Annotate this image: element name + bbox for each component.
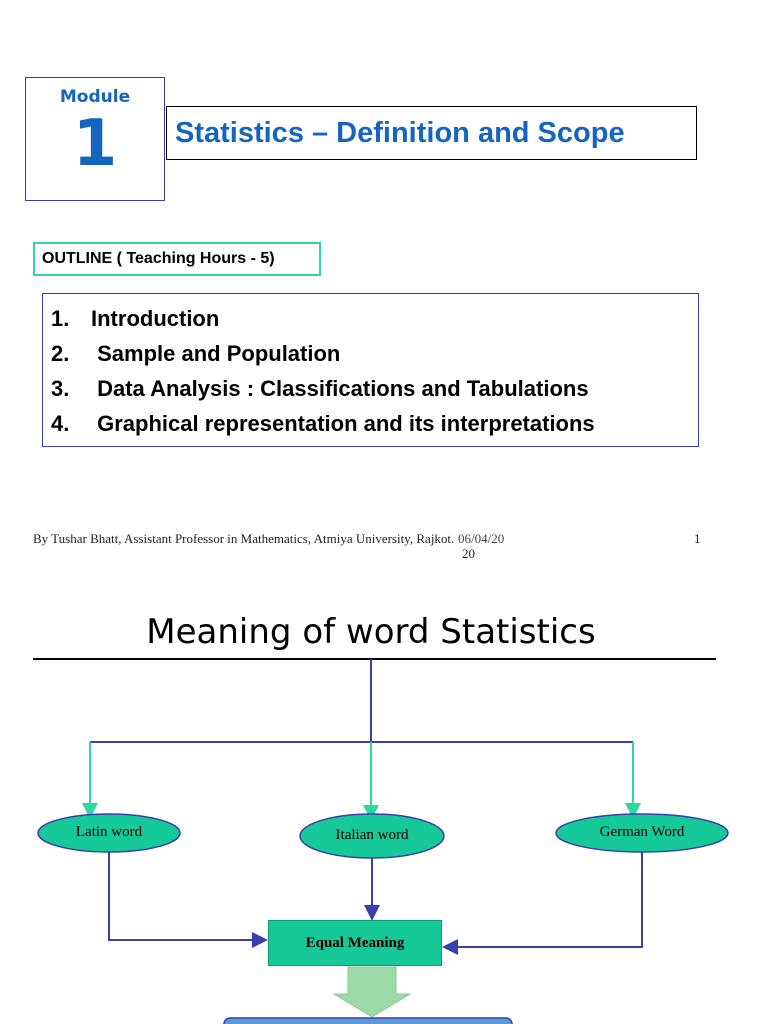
list-item-number: 4. xyxy=(51,411,70,436)
outline-heading: OUTLINE ( Teaching Hours - 5) xyxy=(42,250,275,267)
list-item xyxy=(51,336,698,371)
list-item xyxy=(51,406,698,441)
title-box xyxy=(166,106,697,160)
equal-meaning-box xyxy=(268,920,442,966)
node-latin-label: Latin word xyxy=(75,824,143,840)
list-item-number: 2. xyxy=(51,341,70,366)
page-title: Statistics – Definition and Scope xyxy=(175,116,625,149)
down-arrow-icon xyxy=(334,967,410,1017)
list-item-number: 3. xyxy=(51,376,70,401)
result-box xyxy=(224,1018,512,1024)
footer-year: 20 xyxy=(462,546,475,561)
footer-date: 06/04/20 xyxy=(458,531,505,546)
page-number: 1 xyxy=(694,531,701,546)
list-item xyxy=(51,301,698,336)
module-label: Module xyxy=(59,87,131,107)
equal-meaning-label: Equal Meaning xyxy=(305,934,405,951)
list-item-number: 1. xyxy=(51,306,70,331)
outline-box xyxy=(33,242,321,276)
footer-author: By Tushar Bhatt, Assistant Professor in Mathematics, Atmiya University, Rajkot. xyxy=(33,531,455,546)
list-item-text: Introduction xyxy=(91,306,220,331)
module-number: 1 xyxy=(72,107,118,181)
arrow-latin-to-equal xyxy=(109,852,260,940)
node-german-label: German Word xyxy=(599,824,685,840)
slide-title: Meaning of word Statistics xyxy=(146,612,596,652)
topics-list xyxy=(42,293,699,447)
list-item xyxy=(51,371,698,406)
list-item-text: Sample and Population xyxy=(91,341,341,366)
module-box xyxy=(25,77,165,201)
list-item-text: Data Analysis : Classifications and Tabulations xyxy=(91,376,589,401)
list-item-text: Graphical representation and its interpretations xyxy=(91,411,595,436)
arrow-german-to-equal xyxy=(450,852,642,947)
node-italian-label: Italian word xyxy=(335,827,409,843)
